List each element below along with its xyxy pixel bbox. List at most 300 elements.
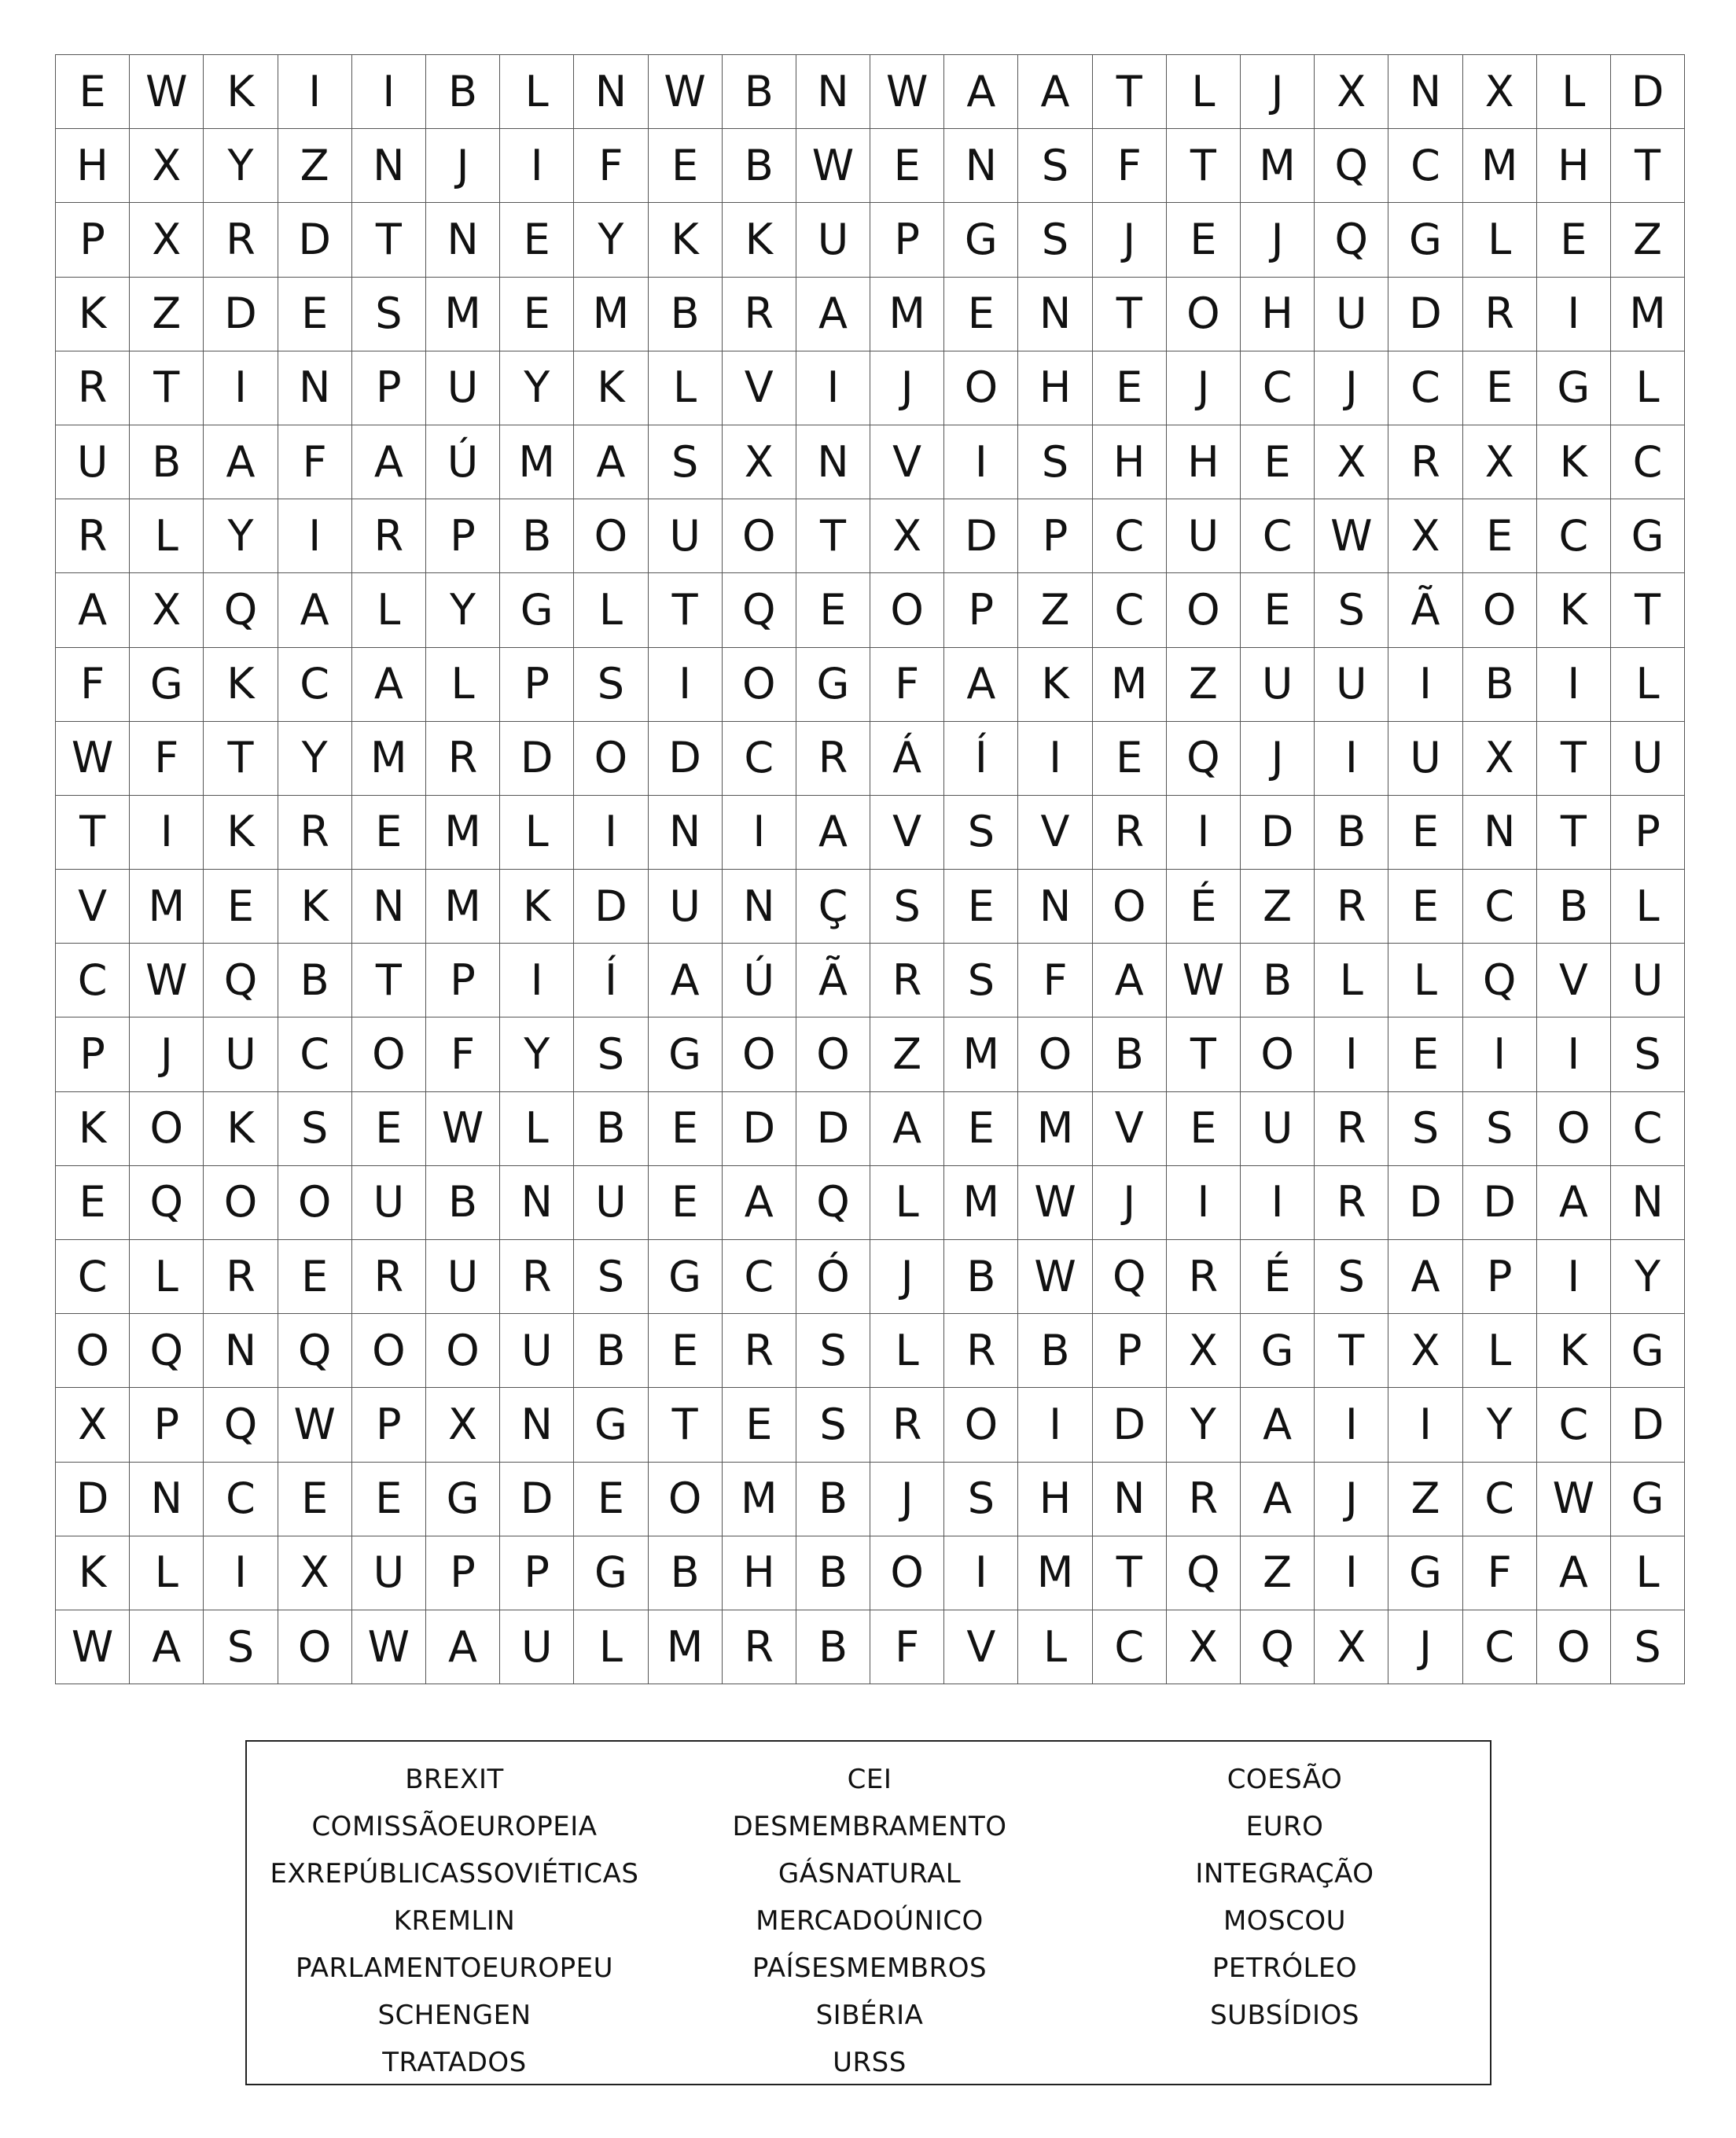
grid-cell[interactable]: O	[352, 1314, 426, 1388]
grid-cell[interactable]: U	[1611, 722, 1685, 796]
grid-cell[interactable]: Í	[574, 944, 648, 1017]
grid-cell[interactable]: H	[1241, 278, 1315, 351]
grid-cell[interactable]: Q	[278, 1314, 352, 1388]
grid-cell[interactable]: W	[796, 129, 870, 203]
grid-cell[interactable]: G	[130, 648, 204, 722]
grid-cell[interactable]: Í	[944, 722, 1018, 796]
grid-cell[interactable]: S	[204, 1610, 278, 1684]
grid-cell[interactable]: E	[352, 796, 426, 870]
grid-cell[interactable]: C	[1093, 573, 1167, 647]
grid-cell[interactable]: C	[278, 1017, 352, 1091]
grid-cell[interactable]: G	[426, 1463, 500, 1536]
grid-cell[interactable]: D	[574, 870, 648, 944]
grid-cell[interactable]: T	[649, 573, 723, 647]
grid-cell[interactable]: M	[500, 425, 574, 499]
grid-cell[interactable]: A	[796, 278, 870, 351]
grid-cell[interactable]: R	[1093, 796, 1167, 870]
grid-cell[interactable]: E	[1537, 203, 1611, 277]
grid-cell[interactable]: I	[204, 351, 278, 425]
grid-cell[interactable]: C	[204, 1463, 278, 1536]
grid-cell[interactable]: U	[426, 351, 500, 425]
grid-cell[interactable]: O	[944, 1388, 1018, 1462]
grid-cell[interactable]: U	[204, 1017, 278, 1091]
grid-cell[interactable]: H	[1167, 425, 1241, 499]
grid-cell[interactable]: P	[426, 1536, 500, 1610]
grid-cell[interactable]: Y	[204, 129, 278, 203]
grid-cell[interactable]: X	[1463, 722, 1537, 796]
grid-cell[interactable]: W	[1537, 1463, 1611, 1536]
grid-cell[interactable]: I	[1315, 1536, 1388, 1610]
grid-cell[interactable]: K	[56, 1092, 130, 1166]
grid-cell[interactable]: L	[1611, 870, 1685, 944]
grid-cell[interactable]: A	[1241, 1463, 1315, 1536]
grid-cell[interactable]: R	[870, 1388, 944, 1462]
grid-cell[interactable]: O	[426, 1314, 500, 1388]
grid-cell[interactable]: B	[574, 1314, 648, 1388]
grid-cell[interactable]: X	[130, 129, 204, 203]
grid-cell[interactable]: W	[1018, 1166, 1092, 1240]
grid-cell[interactable]: M	[130, 870, 204, 944]
grid-cell[interactable]: G	[500, 573, 574, 647]
grid-cell[interactable]: C	[1093, 1610, 1167, 1684]
grid-cell[interactable]: R	[352, 1240, 426, 1314]
grid-cell[interactable]: J	[1315, 1463, 1388, 1536]
grid-cell[interactable]: C	[723, 1240, 796, 1314]
grid-cell[interactable]: D	[278, 203, 352, 277]
grid-cell[interactable]: B	[796, 1610, 870, 1684]
grid-cell[interactable]: M	[426, 796, 500, 870]
grid-cell[interactable]: K	[1537, 573, 1611, 647]
grid-cell[interactable]: G	[1537, 351, 1611, 425]
grid-cell[interactable]: R	[944, 1314, 1018, 1388]
grid-cell[interactable]: B	[1018, 1314, 1092, 1388]
grid-cell[interactable]: Y	[1463, 1388, 1537, 1462]
grid-cell[interactable]: U	[1167, 499, 1241, 573]
grid-cell[interactable]: Q	[1093, 1240, 1167, 1314]
grid-cell[interactable]: A	[352, 648, 426, 722]
grid-cell[interactable]: O	[723, 499, 796, 573]
grid-cell[interactable]: W	[1315, 499, 1388, 573]
grid-cell[interactable]: I	[278, 55, 352, 129]
grid-cell[interactable]: W	[649, 55, 723, 129]
grid-cell[interactable]: I	[1388, 648, 1462, 722]
grid-cell[interactable]: O	[204, 1166, 278, 1240]
grid-cell[interactable]: R	[56, 351, 130, 425]
grid-cell[interactable]: R	[1388, 425, 1462, 499]
grid-cell[interactable]: I	[574, 796, 648, 870]
grid-cell[interactable]: Z	[1241, 1536, 1315, 1610]
grid-cell[interactable]: A	[278, 573, 352, 647]
grid-cell[interactable]: G	[1611, 1463, 1685, 1536]
grid-cell[interactable]: G	[1241, 1314, 1315, 1388]
grid-cell[interactable]: F	[870, 648, 944, 722]
grid-cell[interactable]: G	[574, 1536, 648, 1610]
grid-cell[interactable]: Q	[1315, 203, 1388, 277]
grid-cell[interactable]: X	[426, 1388, 500, 1462]
grid-cell[interactable]: E	[278, 1463, 352, 1536]
grid-cell[interactable]: X	[1315, 1610, 1388, 1684]
grid-cell[interactable]: X	[1388, 1314, 1462, 1388]
grid-cell[interactable]: U	[352, 1166, 426, 1240]
grid-cell[interactable]: X	[1167, 1314, 1241, 1388]
grid-cell[interactable]: I	[500, 944, 574, 1017]
grid-cell[interactable]: L	[870, 1166, 944, 1240]
grid-cell[interactable]: N	[1388, 55, 1462, 129]
grid-cell[interactable]: U	[426, 1240, 500, 1314]
grid-cell[interactable]: L	[1167, 55, 1241, 129]
grid-cell[interactable]: T	[1093, 278, 1167, 351]
grid-cell[interactable]: B	[1241, 944, 1315, 1017]
grid-cell[interactable]: X	[870, 499, 944, 573]
grid-cell[interactable]: T	[352, 944, 426, 1017]
grid-cell[interactable]: U	[796, 203, 870, 277]
grid-cell[interactable]: U	[1388, 722, 1462, 796]
grid-cell[interactable]: L	[500, 796, 574, 870]
grid-cell[interactable]: F	[1463, 1536, 1537, 1610]
grid-cell[interactable]: E	[204, 870, 278, 944]
grid-cell[interactable]: F	[1018, 944, 1092, 1017]
grid-cell[interactable]: T	[56, 796, 130, 870]
grid-cell[interactable]: C	[1093, 499, 1167, 573]
grid-cell[interactable]: E	[1388, 1017, 1462, 1091]
grid-cell[interactable]: N	[352, 870, 426, 944]
grid-cell[interactable]: J	[1241, 203, 1315, 277]
grid-cell[interactable]: Ú	[426, 425, 500, 499]
grid-cell[interactable]: K	[56, 278, 130, 351]
grid-cell[interactable]: M	[1611, 278, 1685, 351]
grid-cell[interactable]: R	[1315, 1092, 1388, 1166]
grid-cell[interactable]: J	[870, 351, 944, 425]
grid-cell[interactable]: O	[796, 1017, 870, 1091]
grid-cell[interactable]: E	[278, 278, 352, 351]
grid-cell[interactable]: T	[1611, 129, 1685, 203]
grid-cell[interactable]: O	[130, 1092, 204, 1166]
grid-cell[interactable]: N	[426, 203, 500, 277]
grid-cell[interactable]: F	[278, 425, 352, 499]
grid-cell[interactable]: F	[574, 129, 648, 203]
grid-cell[interactable]: R	[500, 1240, 574, 1314]
grid-cell[interactable]: L	[574, 573, 648, 647]
grid-cell[interactable]: L	[500, 1092, 574, 1166]
grid-cell[interactable]: M	[352, 722, 426, 796]
grid-cell[interactable]: O	[574, 499, 648, 573]
grid-cell[interactable]: N	[500, 1166, 574, 1240]
grid-cell[interactable]: D	[1388, 278, 1462, 351]
grid-cell[interactable]: P	[1611, 796, 1685, 870]
grid-cell[interactable]: E	[649, 1092, 723, 1166]
grid-cell[interactable]: P	[500, 648, 574, 722]
grid-cell[interactable]: O	[574, 722, 648, 796]
grid-cell[interactable]: B	[1537, 870, 1611, 944]
grid-cell[interactable]: R	[352, 499, 426, 573]
grid-cell[interactable]: A	[796, 796, 870, 870]
grid-cell[interactable]: C	[1241, 351, 1315, 425]
grid-cell[interactable]: V	[870, 425, 944, 499]
grid-cell[interactable]: D	[944, 499, 1018, 573]
grid-cell[interactable]: A	[1537, 1166, 1611, 1240]
grid-cell[interactable]: T	[352, 203, 426, 277]
grid-cell[interactable]: É	[1241, 1240, 1315, 1314]
grid-cell[interactable]: H	[1018, 351, 1092, 425]
grid-cell[interactable]: N	[649, 796, 723, 870]
grid-cell[interactable]: Ó	[796, 1240, 870, 1314]
grid-cell[interactable]: I	[649, 648, 723, 722]
grid-cell[interactable]: O	[649, 1463, 723, 1536]
grid-cell[interactable]: K	[278, 870, 352, 944]
grid-cell[interactable]: S	[796, 1388, 870, 1462]
grid-cell[interactable]: S	[1018, 425, 1092, 499]
grid-cell[interactable]: D	[1611, 55, 1685, 129]
grid-cell[interactable]: I	[204, 1536, 278, 1610]
grid-cell[interactable]: U	[574, 1166, 648, 1240]
grid-cell[interactable]: W	[56, 722, 130, 796]
grid-cell[interactable]: B	[723, 55, 796, 129]
grid-cell[interactable]: Q	[204, 944, 278, 1017]
grid-cell[interactable]: J	[426, 129, 500, 203]
grid-cell[interactable]: L	[1463, 203, 1537, 277]
grid-cell[interactable]: J	[1241, 55, 1315, 129]
grid-cell[interactable]: V	[944, 1610, 1018, 1684]
grid-cell[interactable]: M	[1463, 129, 1537, 203]
grid-cell[interactable]: R	[426, 722, 500, 796]
grid-cell[interactable]: U	[649, 499, 723, 573]
grid-cell[interactable]: L	[1463, 1314, 1537, 1388]
grid-cell[interactable]: G	[1388, 203, 1462, 277]
grid-cell[interactable]: H	[723, 1536, 796, 1610]
grid-cell[interactable]: X	[1315, 55, 1388, 129]
grid-cell[interactable]: S	[1388, 1092, 1462, 1166]
grid-cell[interactable]: L	[426, 648, 500, 722]
grid-cell[interactable]: T	[649, 1388, 723, 1462]
grid-cell[interactable]: J	[1388, 1610, 1462, 1684]
grid-cell[interactable]: J	[870, 1240, 944, 1314]
grid-cell[interactable]: G	[796, 648, 870, 722]
grid-cell[interactable]: X	[1388, 499, 1462, 573]
grid-cell[interactable]: B	[723, 129, 796, 203]
grid-cell[interactable]: Ú	[723, 944, 796, 1017]
grid-cell[interactable]: A	[1018, 55, 1092, 129]
grid-cell[interactable]: T	[130, 351, 204, 425]
grid-cell[interactable]: N	[944, 129, 1018, 203]
grid-cell[interactable]: B	[500, 499, 574, 573]
grid-cell[interactable]: C	[723, 722, 796, 796]
grid-cell[interactable]: L	[1315, 944, 1388, 1017]
grid-cell[interactable]: C	[1463, 1610, 1537, 1684]
grid-cell[interactable]: U	[1611, 944, 1685, 1017]
grid-cell[interactable]: Q	[204, 573, 278, 647]
grid-cell[interactable]: S	[944, 944, 1018, 1017]
grid-cell[interactable]: I	[944, 425, 1018, 499]
grid-cell[interactable]: Z	[1611, 203, 1685, 277]
grid-cell[interactable]: O	[1167, 573, 1241, 647]
grid-cell[interactable]: I	[130, 796, 204, 870]
grid-cell[interactable]: L	[574, 1610, 648, 1684]
grid-cell[interactable]: Z	[130, 278, 204, 351]
grid-cell[interactable]: O	[870, 1536, 944, 1610]
grid-cell[interactable]: A	[870, 1092, 944, 1166]
grid-cell[interactable]: M	[649, 1610, 723, 1684]
grid-cell[interactable]: T	[796, 499, 870, 573]
grid-cell[interactable]: J	[1167, 351, 1241, 425]
grid-cell[interactable]: E	[649, 1166, 723, 1240]
grid-cell[interactable]: E	[1241, 573, 1315, 647]
grid-cell[interactable]: T	[1537, 796, 1611, 870]
grid-cell[interactable]: T	[1093, 1536, 1167, 1610]
grid-cell[interactable]: E	[944, 278, 1018, 351]
grid-cell[interactable]: U	[352, 1536, 426, 1610]
grid-cell[interactable]: I	[1537, 278, 1611, 351]
grid-cell[interactable]: P	[870, 203, 944, 277]
grid-cell[interactable]: W	[1167, 944, 1241, 1017]
grid-cell[interactable]: G	[574, 1388, 648, 1462]
grid-cell[interactable]: C	[1611, 1092, 1685, 1166]
grid-cell[interactable]: E	[1388, 796, 1462, 870]
grid-cell[interactable]: A	[649, 944, 723, 1017]
grid-cell[interactable]: X	[278, 1536, 352, 1610]
grid-cell[interactable]: A	[723, 1166, 796, 1240]
grid-cell[interactable]: K	[574, 351, 648, 425]
grid-cell[interactable]: U	[1315, 278, 1388, 351]
grid-cell[interactable]: J	[870, 1463, 944, 1536]
grid-cell[interactable]: C	[1537, 499, 1611, 573]
grid-cell[interactable]: A	[574, 425, 648, 499]
grid-cell[interactable]: E	[1093, 351, 1167, 425]
grid-cell[interactable]: L	[1018, 1610, 1092, 1684]
grid-cell[interactable]: L	[130, 499, 204, 573]
grid-cell[interactable]: M	[944, 1017, 1018, 1091]
grid-cell[interactable]: B	[574, 1092, 648, 1166]
grid-cell[interactable]: W	[130, 944, 204, 1017]
grid-cell[interactable]: N	[1463, 796, 1537, 870]
grid-cell[interactable]: Z	[1167, 648, 1241, 722]
grid-cell[interactable]: U	[1241, 648, 1315, 722]
grid-cell[interactable]: E	[1167, 1092, 1241, 1166]
grid-cell[interactable]: É	[1167, 870, 1241, 944]
grid-cell[interactable]: T	[1167, 1017, 1241, 1091]
grid-cell[interactable]: A	[1093, 944, 1167, 1017]
grid-cell[interactable]: K	[1537, 425, 1611, 499]
grid-cell[interactable]: O	[1018, 1017, 1092, 1091]
grid-cell[interactable]: W	[1018, 1240, 1092, 1314]
grid-cell[interactable]: S	[1018, 129, 1092, 203]
grid-cell[interactable]: L	[130, 1536, 204, 1610]
grid-cell[interactable]: V	[1537, 944, 1611, 1017]
grid-cell[interactable]: Z	[1018, 573, 1092, 647]
grid-cell[interactable]: Y	[426, 573, 500, 647]
grid-cell[interactable]: C	[56, 944, 130, 1017]
grid-cell[interactable]: I	[1537, 1017, 1611, 1091]
grid-cell[interactable]: O	[723, 1017, 796, 1091]
grid-cell[interactable]: R	[1315, 1166, 1388, 1240]
grid-cell[interactable]: R	[870, 944, 944, 1017]
grid-cell[interactable]: I	[1315, 1017, 1388, 1091]
grid-cell[interactable]: D	[1093, 1388, 1167, 1462]
grid-cell[interactable]: Q	[1167, 722, 1241, 796]
grid-cell[interactable]: A	[130, 1610, 204, 1684]
grid-cell[interactable]: K	[204, 648, 278, 722]
grid-cell[interactable]: X	[130, 203, 204, 277]
grid-cell[interactable]: R	[723, 1314, 796, 1388]
grid-cell[interactable]: A	[1537, 1536, 1611, 1610]
grid-cell[interactable]: E	[796, 573, 870, 647]
grid-cell[interactable]: S	[1463, 1092, 1537, 1166]
grid-cell[interactable]: M	[426, 870, 500, 944]
grid-cell[interactable]: M	[870, 278, 944, 351]
grid-cell[interactable]: B	[796, 1536, 870, 1610]
grid-cell[interactable]: K	[1018, 648, 1092, 722]
grid-cell[interactable]: D	[1463, 1166, 1537, 1240]
grid-cell[interactable]: N	[352, 129, 426, 203]
grid-cell[interactable]: T	[1537, 722, 1611, 796]
grid-cell[interactable]: A	[204, 425, 278, 499]
grid-cell[interactable]: P	[426, 499, 500, 573]
grid-cell[interactable]: R	[1167, 1240, 1241, 1314]
grid-cell[interactable]: E	[649, 1314, 723, 1388]
grid-cell[interactable]: V	[723, 351, 796, 425]
grid-cell[interactable]: B	[130, 425, 204, 499]
grid-cell[interactable]: U	[500, 1610, 574, 1684]
grid-cell[interactable]: Y	[1611, 1240, 1685, 1314]
grid-cell[interactable]: E	[944, 1092, 1018, 1166]
grid-cell[interactable]: A	[1388, 1240, 1462, 1314]
grid-cell[interactable]: E	[1167, 203, 1241, 277]
grid-cell[interactable]: P	[500, 1536, 574, 1610]
grid-cell[interactable]: L	[1611, 648, 1685, 722]
grid-cell[interactable]: I	[1388, 1388, 1462, 1462]
grid-cell[interactable]: B	[649, 1536, 723, 1610]
grid-cell[interactable]: W	[130, 55, 204, 129]
grid-cell[interactable]: R	[796, 722, 870, 796]
grid-cell[interactable]: Q	[130, 1314, 204, 1388]
grid-cell[interactable]: E	[56, 55, 130, 129]
grid-cell[interactable]: E	[278, 1240, 352, 1314]
grid-cell[interactable]: S	[352, 278, 426, 351]
grid-cell[interactable]: D	[723, 1092, 796, 1166]
grid-cell[interactable]: C	[278, 648, 352, 722]
grid-cell[interactable]: O	[944, 351, 1018, 425]
grid-cell[interactable]: H	[56, 129, 130, 203]
grid-cell[interactable]: S	[870, 870, 944, 944]
grid-cell[interactable]: G	[649, 1240, 723, 1314]
grid-cell[interactable]: I	[1463, 1017, 1537, 1091]
grid-cell[interactable]: N	[500, 1388, 574, 1462]
grid-cell[interactable]: Y	[278, 722, 352, 796]
grid-cell[interactable]: P	[56, 1017, 130, 1091]
grid-cell[interactable]: Z	[278, 129, 352, 203]
grid-cell[interactable]: Q	[204, 1388, 278, 1462]
grid-cell[interactable]: S	[574, 648, 648, 722]
grid-cell[interactable]: O	[1241, 1017, 1315, 1091]
grid-cell[interactable]: X	[1315, 425, 1388, 499]
grid-cell[interactable]: M	[723, 1463, 796, 1536]
grid-cell[interactable]: F	[426, 1017, 500, 1091]
grid-cell[interactable]: I	[1315, 1388, 1388, 1462]
grid-cell[interactable]: X	[130, 573, 204, 647]
grid-cell[interactable]: N	[1018, 870, 1092, 944]
grid-cell[interactable]: E	[1388, 870, 1462, 944]
grid-cell[interactable]: P	[1463, 1240, 1537, 1314]
grid-cell[interactable]: K	[56, 1536, 130, 1610]
grid-cell[interactable]: W	[352, 1610, 426, 1684]
grid-cell[interactable]: M	[1018, 1536, 1092, 1610]
grid-cell[interactable]: R	[278, 796, 352, 870]
grid-cell[interactable]: S	[574, 1017, 648, 1091]
grid-cell[interactable]: O	[1537, 1092, 1611, 1166]
grid-cell[interactable]: W	[278, 1388, 352, 1462]
grid-cell[interactable]: I	[1167, 1166, 1241, 1240]
grid-cell[interactable]: Y	[500, 351, 574, 425]
grid-cell[interactable]: X	[56, 1388, 130, 1462]
